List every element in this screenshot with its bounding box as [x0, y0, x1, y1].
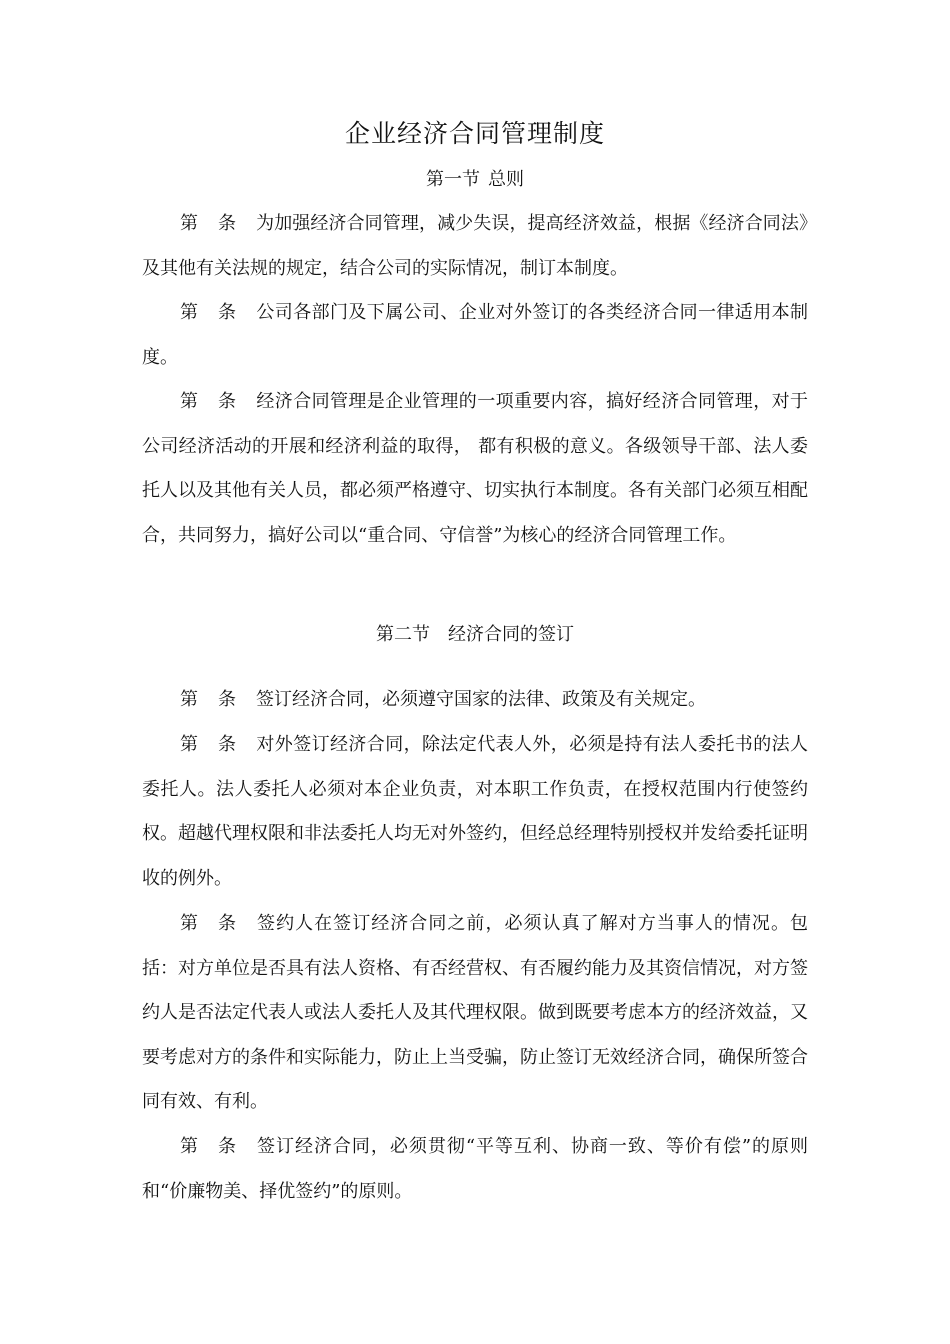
- article-text: 对外签订经济合同，除法定代表人外，必须是持有法人委托书的法人委托人。法人委托人必须对本企业负责，对本职工作负责，在授权范围内行使签约权。超越代理权限和非法委托人均无对外签约，但经总经理特别授权并发给委托证明收的例外。: [142, 734, 808, 889]
- article-text: 签订经济合同，必须贯彻“平等互利、协商一致、等价有偿”的原则和“价廉物美、择优签约”的原则。: [142, 1136, 808, 1202]
- article-paragraph: [142, 1125, 808, 1214]
- article-label: 第 条: [180, 391, 236, 412]
- article-text: 经济合同管理是企业管理的一项重要内容，搞好经济合同管理，对于公司经济活动的开展和经济利益的取得， 都有积极的意义。各级领导干部、法人委托人以及其他有关人员，都必须严格遵守、切实执行本制度。各有关部门必须互相配合，共同努力，搞好公司以“重合同、守信誉”为核心的经济合同管理工作。: [142, 391, 808, 546]
- article-text: 公司各部门及下属公司、企业对外签订的各类经济合同一律适用本制度。: [142, 302, 808, 368]
- article-paragraph: [142, 723, 808, 901]
- article-paragraph: [142, 202, 808, 291]
- article-paragraph: [142, 902, 808, 1125]
- document-title: 企业经济合同管理制度: [344, 119, 605, 148]
- article-text: 签约人在签订经济合同之前，必须认真了解对方当事人的情况。包括：对方单位是否具有法人资格、有否经营权、有否履约能力及其资信情况，对方签约人是否法定代表人或法人委托人及其代理权限。做到既要考虑本方的经济效益，又要考虑对方的条件和实际能力，防止上当受骗，防止签订无效经济合同，确保所签合同有效、有利。: [142, 913, 808, 1112]
- article-paragraph: [142, 291, 808, 380]
- article-label: 第 条: [180, 302, 236, 323]
- section-name: 经济合同的签订: [448, 624, 574, 645]
- article-paragraph: [142, 380, 808, 558]
- article-paragraph: [142, 678, 808, 723]
- section-heading-general: [0, 168, 950, 192]
- article-label: 第 条: [180, 213, 236, 234]
- article-label: 第 条: [180, 1136, 236, 1157]
- section-number: 第二节: [376, 624, 430, 645]
- article-text: 签订经济合同，必须遵守国家的法律、政策及有关规定。: [256, 689, 706, 710]
- article-label: 第 条: [180, 913, 236, 934]
- article-label: 第 条: [180, 734, 236, 755]
- section-heading-contract-signing: [0, 623, 950, 647]
- article-text: 为加强经济合同管理，减少失误，提高经济效益，根据《经济合同法》及其他有关法规的规定，结合公司的实际情况，制订本制度。: [142, 213, 808, 279]
- section-name: 总则: [488, 169, 524, 190]
- section-number: 第一节: [426, 169, 480, 190]
- article-label: 第 条: [180, 689, 236, 710]
